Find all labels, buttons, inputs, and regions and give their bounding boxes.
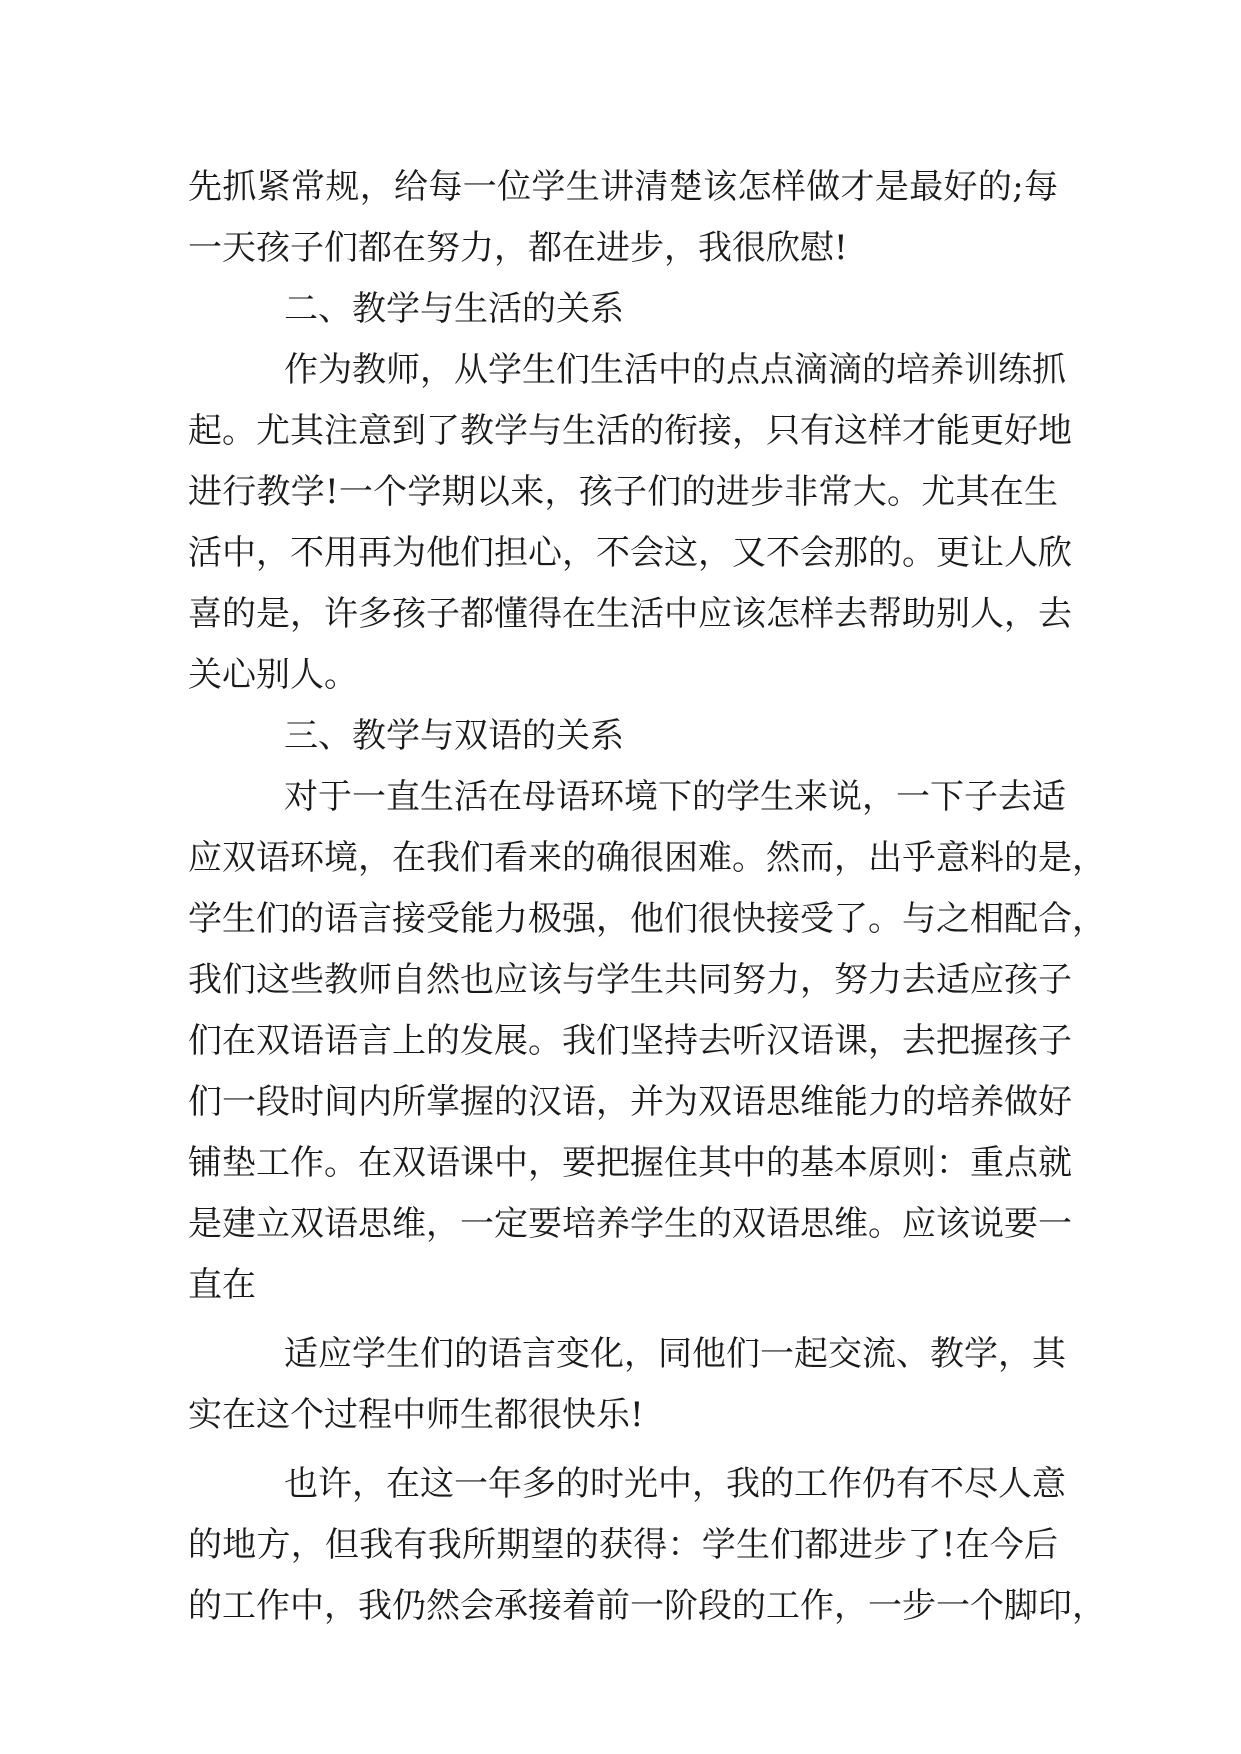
- text-line: 们在双语语言上的发展。我们坚持去听汉语课，去把握孩子: [188, 1021, 1072, 1061]
- text-line: 的工作中，我仍然会承接着前一阶段的工作，一步一个脚印，: [188, 1586, 1106, 1626]
- text-line: 先抓紧常规，给每一位学生讲清楚该怎样做才是最好的;每: [188, 167, 1058, 207]
- text-line: 直在: [188, 1265, 256, 1305]
- text-line: 关心别人。: [188, 655, 358, 695]
- text-line: 铺垫工作。在双语课中，要把握住其中的基本原则：重点就: [188, 1143, 1072, 1183]
- section-heading: 二、教学与生活的关系: [284, 289, 624, 329]
- text-line: 应双语环境，在我们看来的确很困难。然而，出乎意料的是，: [188, 838, 1106, 878]
- text-line: 我们这些教师自然也应该与学生共同努力，努力去适应孩子: [188, 960, 1072, 1000]
- text-line: 喜的是，许多孩子都懂得在生活中应该怎样去帮助别人，去: [188, 594, 1072, 634]
- text-line: 起。尤其注意到了教学与生活的衔接，只有这样才能更好地: [188, 411, 1072, 451]
- text-line: 学生们的语言接受能力极强，他们很快接受了。与之相配合，: [188, 899, 1106, 939]
- text-line: 活中，不用再为他们担心，不会这，又不会那的。更让人欣: [188, 533, 1072, 573]
- text-line: 实在这个过程中师生都很快乐!: [188, 1395, 644, 1435]
- section-heading: 三、教学与双语的关系: [284, 716, 624, 756]
- text-line: 们一段时间内所掌握的汉语，并为双语思维能力的培养做好: [188, 1082, 1072, 1122]
- text-line: 适应学生们的语言变化，同他们一起交流、教学，其: [284, 1334, 1066, 1374]
- text-line: 对于一直生活在母语环境下的学生来说，一下子去适: [284, 777, 1066, 817]
- text-line: 也许，在这一年多的时光中，我的工作仍有不尽人意: [284, 1464, 1066, 1504]
- paragraph-gap: [188, 1446, 1058, 1454]
- text-line: 作为教师，从学生们生活中的点点滴滴的培养训练抓: [284, 350, 1066, 390]
- text-line: 的地方，但我有我所期望的获得：学生们都进步了!在今后: [188, 1525, 1058, 1565]
- paragraph-gap: [188, 1316, 1058, 1324]
- text-line: 是建立双语思维，一定要培养学生的双语思维。应该说要一: [188, 1204, 1072, 1244]
- text-line: 进行教学!一个学期以来，孩子们的进步非常大。尤其在生: [188, 472, 1058, 512]
- text-line: 一天孩子们都在努力，都在进步，我很欣慰!: [188, 228, 848, 268]
- document-body: [188, 157, 1106, 1637]
